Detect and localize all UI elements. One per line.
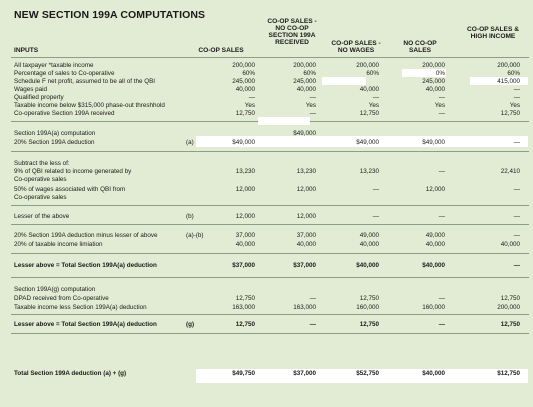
col-header-3: CO-OP SALES - NO WAGES (331, 40, 381, 54)
divider (11, 277, 529, 278)
row-value: — (513, 213, 520, 220)
row-tag: (g) (186, 321, 195, 328)
row-tag: (b) (186, 213, 194, 220)
row-label: Lesser above = Total Section 199A(a) deduction (14, 321, 157, 328)
row-label: 20% Section 199A deduction (14, 139, 95, 146)
row-value: 12,750 (235, 321, 255, 328)
row-value: 40,000 (500, 241, 520, 248)
row-value: 12,000 (235, 213, 255, 220)
row-value: 12,750 (359, 321, 379, 328)
row-value: 12,000 (296, 213, 316, 220)
row-label: Total Section 199A deduction (a) + (g) (14, 370, 127, 377)
row-value: 40,000 (359, 241, 379, 248)
row-label: DPAD received from Co-operative (14, 295, 109, 302)
row-value: $40,000 (422, 262, 445, 269)
row-value: 40,000 (425, 241, 445, 248)
row-value: 160,000 (422, 304, 445, 311)
divider (11, 205, 529, 206)
row-label: 20% of taxable income limiation (14, 241, 103, 248)
row-value: 13,230 (296, 168, 316, 175)
row-label: Wages paid (14, 86, 48, 93)
row-label: Lesser above = Total Section 199A(a) deduction (14, 262, 157, 269)
row-value: 60% (507, 70, 520, 77)
row-value: $40,000 (356, 262, 379, 269)
row-value: 12,000 (425, 186, 445, 193)
row-value: 37,000 (296, 232, 316, 239)
row-value: — (438, 94, 445, 101)
row-value: 49,000 (359, 232, 379, 239)
col-header-2: CO-OP SALES - NO CO-OP SECTION 199A RECEIVED (267, 18, 317, 46)
row-value: — (513, 186, 520, 193)
row-value: $49,000 (232, 139, 255, 146)
row-value: 12,750 (235, 110, 255, 117)
row-value: 200,000 (422, 62, 445, 69)
col-header-4: NO CO-OP SALES (403, 40, 437, 54)
row-label: Subtract the less of: (14, 160, 70, 167)
row-value: — (513, 94, 520, 101)
highlight-box (258, 117, 310, 125)
row-value: — (438, 168, 445, 175)
page-title: NEW SECTION 199A COMPUTATIONS (14, 9, 206, 21)
row-value: — (372, 213, 379, 220)
row-label: 50% of wages associated with QBI from (14, 186, 126, 193)
row-value: Yes (368, 102, 379, 109)
row-value: 13,230 (235, 168, 255, 175)
divider (11, 314, 529, 315)
row-value: $37,000 (293, 262, 316, 269)
row-value: — (309, 321, 316, 328)
row-value: 245,000 (422, 78, 445, 85)
col-header-1: CO-OP SALES (198, 47, 244, 54)
row-label: All taxpayer *taxable income (14, 62, 94, 69)
row-value: 40,000 (235, 241, 255, 248)
row-value: — (309, 94, 316, 101)
row-label: Taxable income below $315,000 phase-out threshhold (14, 102, 165, 109)
row-value: 163,000 (293, 304, 316, 311)
row-value: — (438, 321, 445, 328)
row-value: 60% (366, 70, 379, 77)
row-value: 40,000 (359, 86, 379, 93)
row-value: — (513, 139, 520, 146)
row-value: 22,410 (500, 168, 520, 175)
row-label: Qualified property (14, 94, 64, 101)
row-value: — (513, 262, 520, 269)
row-value: 60% (242, 70, 255, 77)
row-value: 12,000 (296, 186, 316, 193)
divider (11, 333, 529, 334)
row-value: 40,000 (296, 86, 316, 93)
row-value: 200,000 (232, 62, 255, 69)
row-value: $37,000 (293, 370, 316, 377)
row-value: 49,000 (425, 232, 445, 239)
row-value: — (372, 186, 379, 193)
row-value: — (248, 94, 255, 101)
divider (11, 57, 529, 58)
row-value: — (513, 86, 520, 93)
row-value: 200,000 (356, 62, 379, 69)
row-label: Section 199A(a) computation (14, 130, 96, 137)
divider (11, 151, 529, 152)
row-value: Yes (244, 102, 255, 109)
highlight-box (322, 77, 366, 85)
row-tag: (a)-(b) (186, 232, 204, 239)
col-header-5: CO-OP SALES & HIGH INCOME (467, 26, 519, 40)
row-value: $12,750 (497, 370, 520, 377)
row-label: Taxable income less Section 199A(a) deduction (14, 304, 147, 311)
inputs-label: INPUTS (14, 47, 39, 54)
row-value: 40,000 (235, 86, 255, 93)
row-label: Lesser of the above (14, 213, 70, 220)
row-value: 200,000 (293, 62, 316, 69)
row-label: 20% Section 199A deduction minus lesser of above (14, 232, 158, 239)
row-label: Co-operative sales (14, 176, 67, 183)
row-value: — (438, 213, 445, 220)
row-value: Yes (434, 102, 445, 109)
divider (11, 224, 529, 225)
row-value: — (372, 94, 379, 101)
row-value: — (309, 295, 316, 302)
row-value: 60% (303, 70, 316, 77)
row-value: 12,750 (235, 295, 255, 302)
row-value: $40,000 (422, 370, 445, 377)
row-value: 12,750 (500, 295, 520, 302)
row-value: $37,000 (232, 262, 255, 269)
row-value: 200,000 (497, 304, 520, 311)
row-value: 12,000 (235, 186, 255, 193)
row-value: — (438, 110, 445, 117)
row-value: 200,000 (497, 62, 520, 69)
row-value: 12,750 (500, 321, 520, 328)
row-value: 160,000 (356, 304, 379, 311)
row-label: 9% of QBI related to income generated by (14, 168, 132, 175)
row-label: Co-operative Section 199A received (14, 110, 115, 117)
row-value: Yes (305, 102, 316, 109)
row-value: $49,750 (232, 370, 255, 377)
row-value: $49,000 (422, 139, 445, 146)
row-value: — (513, 232, 520, 239)
row-value: 0% (435, 70, 445, 77)
row-value: — (309, 110, 316, 117)
row-value: $52,750 (356, 370, 379, 377)
row-value: 37,000 (235, 232, 255, 239)
row-value: 40,000 (296, 241, 316, 248)
row-value: 12,750 (500, 110, 520, 117)
divider (11, 253, 529, 254)
row-value: 163,000 (232, 304, 255, 311)
row-value: 415,000 (497, 78, 520, 85)
row-label: Section 199A(g) computation (14, 286, 96, 293)
row-value: 12,750 (359, 110, 379, 117)
row-value: — (438, 295, 445, 302)
row-value: 245,000 (232, 78, 255, 85)
row-value: $49,000 (356, 139, 379, 146)
row-label: Percentage of sales to Co-operative (14, 70, 115, 77)
row-label: Schedule F net profit, assumed to be all of the QBI (14, 78, 156, 85)
row-tag: (a) (186, 139, 194, 146)
row-value: 245,000 (293, 78, 316, 85)
row-label: Co-operative sales (14, 194, 67, 201)
row-value: Yes (509, 102, 520, 109)
row-value: 13,230 (359, 168, 379, 175)
row-value: 12,750 (359, 295, 379, 302)
row-value: 40,000 (425, 86, 445, 93)
row-value: $49,000 (293, 130, 316, 137)
